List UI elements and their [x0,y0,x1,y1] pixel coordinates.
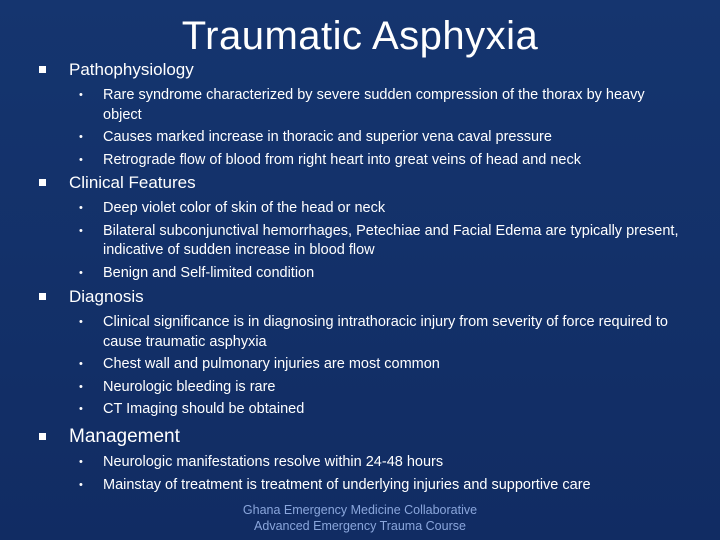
list-item [0,400,720,420]
section-heading-row [0,172,720,196]
section-clinical-features [0,172,720,283]
list-item-text: Causes marked increase in thoracic and superior vena caval pressure [103,129,552,145]
list-item-text: CT Imaging should be obtained [103,401,305,417]
bullet-list [0,313,720,420]
list-item-text: Chest wall and pulmonary injuries are most common [103,356,440,372]
dot-bullet-icon: • [79,224,83,237]
dot-bullet-icon: • [79,202,83,214]
square-bullet-icon [39,433,46,440]
square-bullet-icon [39,66,46,73]
list-item-text: Retrograde flow of blood from right heart into great veins of head and neck [103,151,581,168]
dot-bullet-icon: • [79,380,83,393]
square-bullet-icon [39,179,46,186]
slide-title: Traumatic Asphyxia [181,14,539,58]
list-item [0,313,720,352]
dot-bullet-icon: • [79,266,83,279]
section-heading-row [0,426,720,450]
footer-line: Advanced Emergency Trauma Course [254,519,466,533]
list-item-text: Neurologic manifestations resolve within 24-48 hours [103,454,444,470]
list-item-text: Bilateral subconjunctival hemorrhages, Petechiae and Facial Edema are typically present, indicative of sudden increase in blood flow [103,222,679,258]
list-item [0,128,720,148]
slide-footer [0,502,720,534]
square-bullet-icon [39,293,46,300]
list-item-text: Benign and Self-limited condition [103,264,315,281]
dot-bullet-icon: • [79,153,83,166]
list-item-text: Mainstay of treatment is treatment of underlying injuries and supportive care [103,476,591,493]
list-item-text: Rare syndrome characterized by severe sudden compression of the thorax by heavy object [103,87,645,123]
list-item-text: Deep violet color of skin of the head or neck [103,200,386,216]
dot-bullet-icon: • [79,358,83,370]
section-diagnosis [0,286,720,420]
list-item [0,476,720,496]
section-heading: Clinical Features [69,173,196,192]
section-heading-row [0,59,720,83]
list-item-text: Clinical significance is in diagnosing intrathoracic injury from severity of force required to cause traumatic asphyxia [103,314,668,350]
section-pathophysiology [0,59,720,170]
list-item [0,151,720,171]
dot-bullet-icon: • [79,316,83,328]
list-item [0,199,720,219]
bullet-list [0,453,720,495]
list-item [0,222,720,261]
dot-bullet-icon: • [79,131,83,143]
list-item [0,378,720,398]
section-heading: Management [69,426,180,447]
bullet-list [0,199,720,283]
section-management [0,426,720,495]
list-item-text: Neurologic bleeding is rare [103,378,276,395]
footer-line: Ghana Emergency Medicine Collaborative [242,503,478,517]
list-item [0,86,720,125]
dot-bullet-icon: • [79,89,83,101]
dot-bullet-icon: • [79,456,83,468]
section-heading-row [0,286,720,310]
bullet-list [0,86,720,170]
section-heading: Pathophysiology [69,60,194,79]
dot-bullet-icon: • [79,403,83,415]
list-item [0,264,720,284]
dot-bullet-icon: • [79,478,83,491]
list-item [0,355,720,375]
list-item [0,453,720,473]
section-heading: Diagnosis [69,287,144,306]
